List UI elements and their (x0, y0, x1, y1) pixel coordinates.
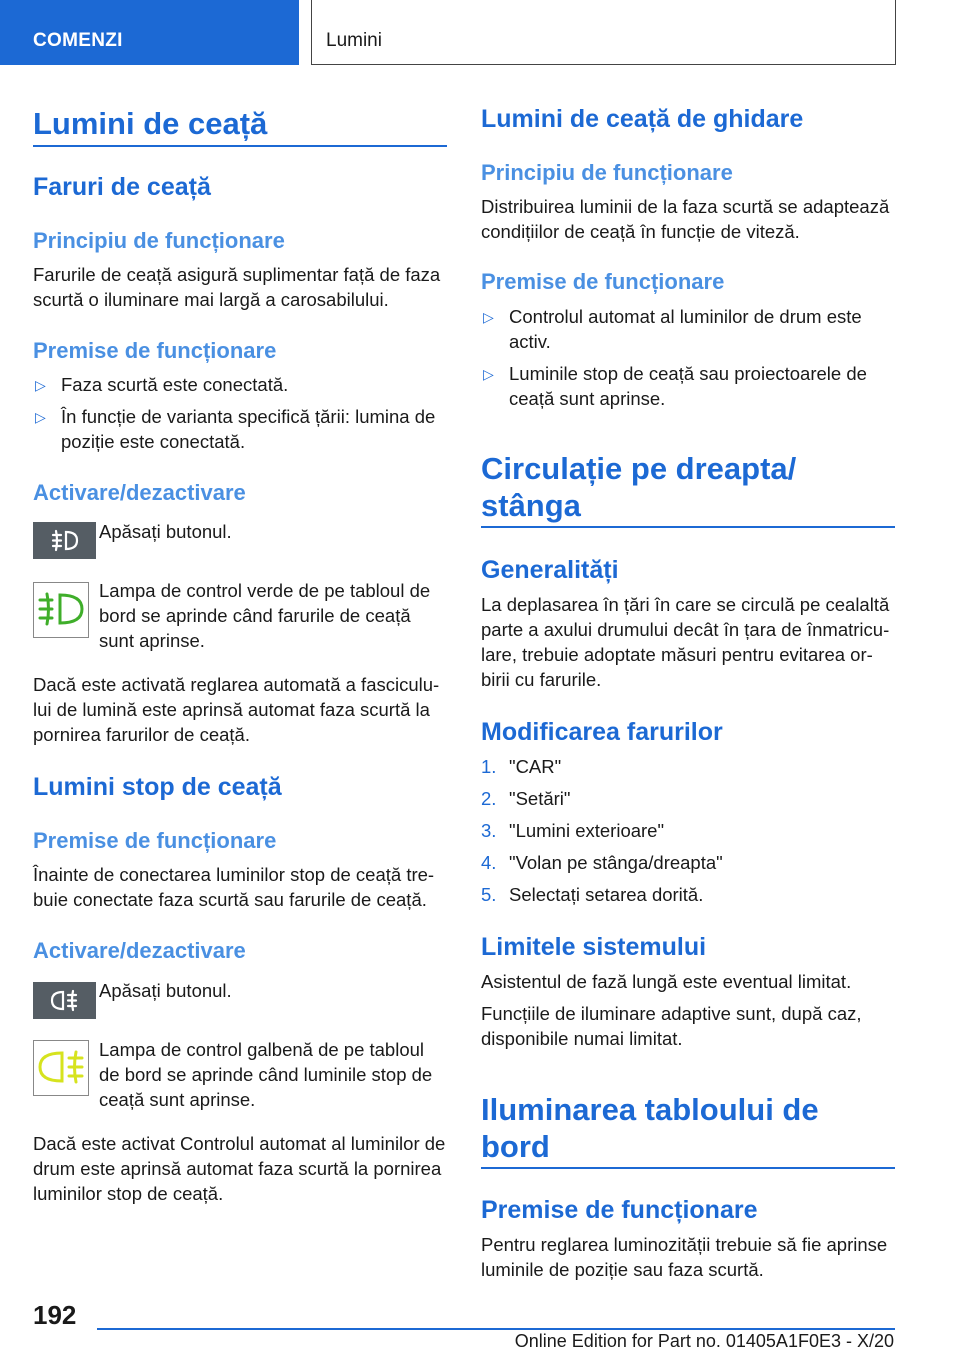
section-title: COMENZI (33, 30, 123, 51)
yellow-fog-lamp-icon (33, 1040, 89, 1096)
green-fog-lamp-icon (33, 582, 89, 638)
traffic-rule (481, 526, 895, 528)
limits-text: Funcțiile de iluminare adaptive sunt, după caz, disponibile numai limitat. (481, 1003, 862, 1049)
traffic-title: Circulație pe dreapta/ stânga (481, 451, 797, 523)
principle-heading: Principiu de funcționare (33, 228, 285, 253)
activation-heading: Activare/dezactivare (33, 938, 246, 963)
list-item: ▷ Luminile stop de ceață sau proiectoarele de ceață sunt aprinse. (483, 363, 867, 409)
guide-principle-text: Distribuirea luminii de la faza scurtă se adaptează condițiilor de ceață în funcție de viteză. (481, 196, 890, 242)
rear-fog-heading: Lumini stop de ceață (33, 773, 282, 801)
triangle-bullet-icon: ▷ (35, 409, 46, 425)
fog-headlights-heading: Faruri de ceață (33, 173, 211, 201)
dashboard-prereq-text: Pentru reglarea luminozității trebuie să fie aprinse luminile de poziție sau faza scurtă. (481, 1234, 888, 1280)
chapter-title: Lumini (326, 30, 382, 51)
modify-heading: Modificarea farurilor (481, 718, 723, 746)
rear-prereq-text: Înainte de conectarea luminilor stop de ceață trebuie conectate faza scurtă sau farurile de ceață. (33, 864, 435, 910)
auto-light-text: Dacă este activat Controlul automat al luminilor de drum este aprinsă automat faza scurtă la pornirea luminilor stop de ceață. (33, 1133, 446, 1204)
principle-text: Farurile de ceață asigură suplimentar față de faza scurtă o iluminare mai largă a carosabilului. (33, 264, 441, 310)
page-number: 192 (33, 1300, 77, 1330)
list-item: 4. "Volan pe stânga/dreapta" (481, 852, 723, 873)
auto-beam-text: Dacă este activată reglarea automată a fasciculului de lumină este aprinsă automat faza scurtă la pornirea farurilor de ceață. (33, 674, 440, 745)
triangle-bullet-icon: ▷ (35, 377, 46, 393)
page-title: Lumini de ceață (33, 106, 268, 141)
list-item: 3. "Lumini exterioare" (481, 820, 665, 841)
front-fog-button-icon (33, 522, 96, 559)
triangle-bullet-icon: ▷ (483, 309, 494, 325)
activation-heading: Activare/dezactivare (33, 480, 246, 505)
yellow-lamp-text: Lampa de control galbenă de pe tabloul de bord se aprinde când luminile stop de ceață sunt aprinse. (99, 1039, 433, 1110)
list-item: ▷ Faza scurtă este conectată. (33, 372, 447, 397)
footer-rule (97, 1328, 895, 1330)
limits-text: Asistentul de fază lungă este eventual limitat. (481, 971, 852, 992)
general-text: La deplasarea în țări în care se circulă pe cealaltă parte a axului drumului decât în țara de înmatriculare, trebuie adoptate măsuri pentru evitarea orbirii cu farurile. (481, 594, 890, 690)
prereq-heading: Premise de funcționare (481, 269, 725, 294)
press-button-text: Apăsați butonul. (99, 521, 232, 542)
general-heading: Generalități (481, 556, 619, 584)
section-tab (0, 0, 299, 65)
list-item: ▷ Controlul automat al luminilor de drum este activ. (483, 306, 862, 352)
dashboard-title: Iluminarea tabloului de bord (481, 1092, 819, 1164)
edition-note: Online Edition for Part no. 01405A1F0E3 - X/20 (514, 1331, 894, 1351)
guide-fog-heading: Lumini de ceață de ghidare (481, 105, 804, 133)
list-item: 1. "CAR" (481, 756, 562, 777)
prereq-heading: Premise de funcționare (481, 1196, 758, 1224)
list-item: 2. "Setări" (481, 788, 571, 809)
limits-heading: Limitele sistemului (481, 933, 707, 961)
title-rule (33, 145, 447, 147)
principle-heading: Principiu de funcționare (481, 160, 733, 185)
prereq-heading: Premise de funcționare (33, 338, 277, 363)
list-item: 5. Selectați setarea dorită. (481, 884, 704, 905)
press-button-text: Apăsați butonul. (99, 980, 232, 1001)
dashboard-rule (481, 1167, 895, 1169)
triangle-bullet-icon: ▷ (483, 366, 494, 382)
list-item: ▷ În funcție de varianta specifică țării: lumina de poziție este conectată. (35, 406, 436, 452)
green-lamp-text: Lampa de control verde de pe tabloul de bord se aprinde când farurile de ceață sunt aprinse. (99, 580, 431, 651)
chapter-tab (311, 0, 896, 65)
rear-fog-button-icon (33, 982, 96, 1019)
prereq-heading: Premise de funcționare (33, 828, 277, 853)
